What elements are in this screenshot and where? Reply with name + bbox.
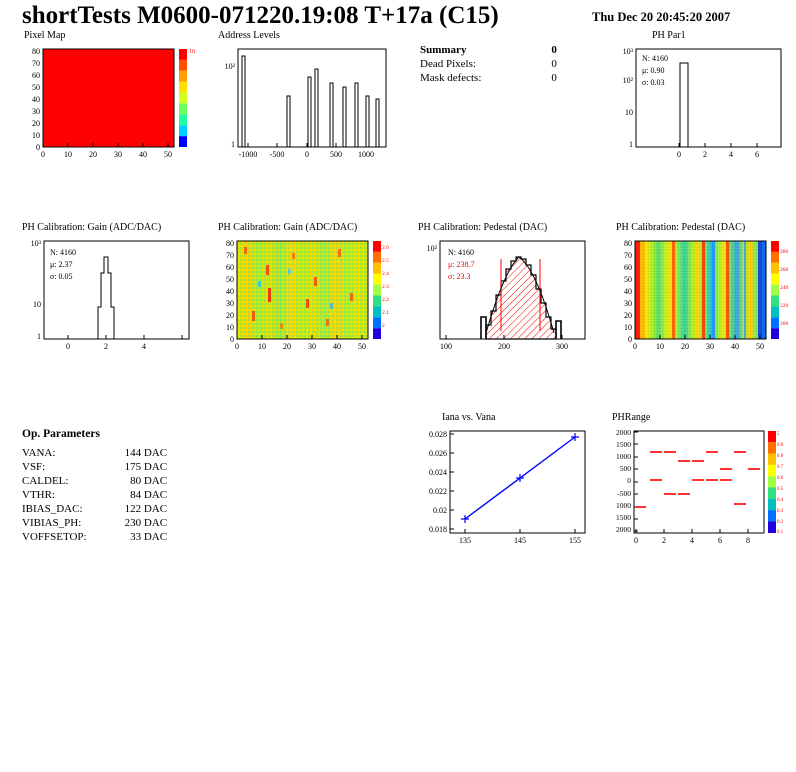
svg-text:10²: 10² [426,244,437,253]
svg-text:6: 6 [755,150,759,159]
svg-text:50: 50 [226,275,234,284]
svg-text:60: 60 [226,263,234,272]
svg-text:0.4: 0.4 [777,498,784,503]
svg-text:6: 6 [718,536,722,545]
svg-text:μ: 2.37: μ: 2.37 [50,260,73,269]
ph-cal-gain-map-panel [218,222,393,361]
op-parameters-block [22,428,167,544]
svg-text:2: 2 [382,323,385,329]
svg-text:200: 200 [780,321,789,327]
svg-text:2.6: 2.6 [382,245,389,251]
svg-text:10²: 10² [622,76,633,85]
svg-text:0: 0 [305,150,309,159]
svg-text:80: 80 [32,47,40,56]
svg-text:σ: 23.3: σ: 23.3 [448,272,471,281]
svg-text:0.024: 0.024 [429,468,447,477]
address-levels-chart [218,41,393,169]
svg-text:40: 40 [731,342,739,351]
page-title: shortTests M0600-071220.19:08 T+17a (C15) [22,2,499,29]
svg-text:10²: 10² [224,62,235,71]
svg-text:4: 4 [729,150,733,159]
ph-par1-chart [616,41,786,169]
svg-text:30: 30 [114,150,122,159]
op-param-value: 122 DAC [124,503,168,515]
svg-text:20: 20 [89,150,97,159]
svg-text:N: 4160: N: 4160 [448,248,474,257]
svg-text:1000: 1000 [358,150,374,159]
iana-vs-vana-chart [418,423,593,555]
svg-text:0.022: 0.022 [429,487,447,496]
svg-text:0: 0 [677,150,681,159]
svg-text:30: 30 [308,342,316,351]
svg-text:10: 10 [64,150,72,159]
op-parameters-title: Op. Parameters [22,428,100,440]
op-param-value: 84 DAC [130,489,168,501]
pixel-map-colorbar [179,49,195,147]
iana-vs-vana-panel [418,412,593,555]
svg-text:1: 1 [37,332,41,341]
svg-text:0: 0 [634,536,638,545]
pixel-map-title: Pixel Map [24,30,66,41]
svg-text:10: 10 [624,323,632,332]
pedestal-map-colorbar [771,241,789,339]
svg-text:2.2: 2.2 [382,297,389,303]
svg-text:5: 5 [777,432,780,437]
svg-text:0: 0 [66,342,70,351]
svg-text:0.1: 0.1 [777,530,784,535]
ph-cal-gain-map-title: PH Calibration: Gain (ADC/DAC) [218,222,358,233]
summary-row-label: Mask defects: [420,72,482,84]
op-param-value: 144 DAC [124,447,168,459]
svg-text:60: 60 [624,263,632,272]
phrange-colorbar [768,431,784,535]
svg-text:1500: 1500 [616,513,631,522]
svg-text:2.4: 2.4 [382,271,389,277]
ph-par1-panel [616,30,786,169]
svg-text:1000: 1000 [616,452,631,461]
svg-text:50: 50 [164,150,172,159]
op-param-name: VANA: [22,447,56,459]
svg-text:1: 1 [231,140,235,149]
ph-cal-pedestal-map-chart [616,233,791,361]
svg-text:0.028: 0.028 [429,430,447,439]
svg-text:60: 60 [32,71,40,80]
op-param-name: CALDEL: [22,475,69,487]
svg-text:40: 40 [32,95,40,104]
gain-map-image [237,241,368,339]
svg-text:50: 50 [756,342,764,351]
summary-row-label: Dead Pixels: [420,58,476,70]
svg-text:0.026: 0.026 [429,449,447,458]
svg-text:0.8: 0.8 [777,454,784,459]
svg-text:500: 500 [619,464,631,473]
svg-text:70: 70 [624,251,632,260]
pedestal-map-image [635,241,766,339]
svg-text:80: 80 [226,239,234,248]
svg-text:N: 4160: N: 4160 [642,54,668,63]
svg-text:10: 10 [32,131,40,140]
svg-text:20: 20 [681,342,689,351]
phrange-panel [600,412,790,555]
svg-text:80: 80 [624,239,632,248]
gain-map-colorbar [373,241,389,339]
ph-cal-pedestal-map-panel [616,222,791,361]
svg-text:-500: -500 [269,150,285,159]
summary-row-value: 0 [551,58,557,70]
svg-text:10: 10 [258,342,266,351]
svg-text:2000: 2000 [616,428,631,437]
summary-row-value: 0 [551,72,557,84]
svg-text:10: 10 [625,108,633,117]
svg-text:10: 10 [656,342,664,351]
phrange-title: PHRange [612,412,651,423]
svg-text:0.2: 0.2 [777,520,784,525]
svg-text:260: 260 [780,267,789,273]
ph-cal-gain-hist-panel [22,222,194,361]
date-stamp: Thu Dec 20 20:45:20 2007 [592,10,731,24]
iana-vs-vana-title: Iana vs. Vana [442,412,496,423]
svg-text:0: 0 [627,476,631,485]
svg-text:2: 2 [662,536,666,545]
svg-text:10³: 10³ [30,239,41,248]
op-param-value: 80 DAC [130,475,168,487]
svg-text:4: 4 [690,536,694,545]
svg-text:240: 240 [780,285,789,291]
svg-text:50: 50 [358,342,366,351]
svg-text:30: 30 [624,299,632,308]
op-param-value: 33 DAC [130,531,168,543]
op-param-value: 230 DAC [124,517,168,529]
svg-text:μ: 0.90: μ: 0.90 [642,66,665,75]
svg-text:2.1: 2.1 [382,310,389,316]
op-param-name: VIBIAS_PH: [22,517,82,529]
svg-text:0: 0 [235,342,239,351]
ph-cal-gain-hist-chart [22,233,194,361]
svg-text:0.3: 0.3 [777,509,784,514]
svg-text:70: 70 [32,59,40,68]
svg-text:0.02: 0.02 [433,506,447,515]
svg-text:135: 135 [459,536,471,545]
svg-text:0.018: 0.018 [429,525,447,534]
svg-text:μ: 238.7: μ: 238.7 [448,260,475,269]
ph-cal-pedestal-map-title: PH Calibration: Pedestal (DAC) [616,222,746,233]
op-param-value: 175 DAC [124,461,168,473]
svg-text:1000: 1000 [616,501,631,510]
svg-text:2000: 2000 [616,525,631,534]
svg-text:20: 20 [283,342,291,351]
svg-text:0.5: 0.5 [777,487,784,492]
svg-text:2: 2 [104,342,108,351]
ph-cal-gain-map-chart [218,233,393,361]
svg-text:280: 280 [780,249,789,255]
ph-cal-pedestal-hist-title: PH Calibration: Pedestal (DAC) [418,222,548,233]
svg-text:8: 8 [746,536,750,545]
svg-text:10: 10 [189,49,195,55]
svg-text:40: 40 [624,287,632,296]
svg-text:100: 100 [440,342,452,351]
address-levels-title: Address Levels [218,30,280,41]
phrange-markers [636,452,760,507]
svg-text:500: 500 [330,150,342,159]
svg-text:2.5: 2.5 [382,258,389,264]
svg-text:70: 70 [226,251,234,260]
svg-text:30: 30 [706,342,714,351]
svg-text:300: 300 [556,342,568,351]
svg-text:0.9: 0.9 [777,443,784,448]
svg-text:2.3: 2.3 [382,284,389,290]
phrange-chart [600,423,790,555]
svg-text:0: 0 [628,335,632,344]
svg-text:30: 30 [32,107,40,116]
pixel-map-panel [24,30,194,169]
svg-text:10³: 10³ [622,47,633,56]
op-param-name: VTHR: [22,489,55,501]
svg-text:σ: 0.05: σ: 0.05 [50,272,73,281]
svg-text:0.6: 0.6 [777,476,784,481]
ph-par1-title: PH Par1 [652,30,686,41]
svg-text:40: 40 [333,342,341,351]
address-levels-panel [218,30,393,169]
svg-text:40: 40 [139,150,147,159]
svg-text:50: 50 [624,275,632,284]
ph-cal-gain-hist-title: PH Calibration: Gain (ADC/DAC) [22,222,162,233]
svg-text:155: 155 [569,536,581,545]
op-param-name: VOFFSETOP: [22,531,87,543]
svg-text:220: 220 [780,303,789,309]
svg-text:N: 4160: N: 4160 [50,248,76,257]
svg-text:30: 30 [226,299,234,308]
svg-text:10: 10 [226,323,234,332]
ph-cal-pedestal-hist-chart [418,233,593,361]
pixel-map-chart [24,41,194,169]
svg-text:0: 0 [36,143,40,152]
svg-text:0: 0 [41,150,45,159]
svg-text:0: 0 [230,335,234,344]
svg-text:10: 10 [33,300,41,309]
svg-text:1: 1 [629,140,633,149]
svg-text:-500: -500 [617,489,631,498]
svg-text:50: 50 [32,83,40,92]
summary-title: Summary [420,44,467,56]
svg-text:40: 40 [226,287,234,296]
svg-text:4: 4 [142,342,146,351]
op-param-name: IBIAS_DAC: [22,503,83,515]
svg-text:200: 200 [498,342,510,351]
svg-text:20: 20 [226,311,234,320]
svg-text:σ: 0.03: σ: 0.03 [642,78,665,87]
svg-text:145: 145 [514,536,526,545]
summary-block [420,43,557,85]
summary-title-value: 0 [551,44,557,56]
ph-cal-pedestal-hist-panel [418,222,593,361]
svg-text:20: 20 [32,119,40,128]
svg-text:20: 20 [624,311,632,320]
svg-text:1500: 1500 [616,440,631,449]
op-param-name: VSF: [22,461,46,473]
svg-text:2: 2 [703,150,707,159]
svg-text:-1000: -1000 [238,150,258,159]
svg-text:0.7: 0.7 [777,465,784,470]
svg-text:0: 0 [633,342,637,351]
